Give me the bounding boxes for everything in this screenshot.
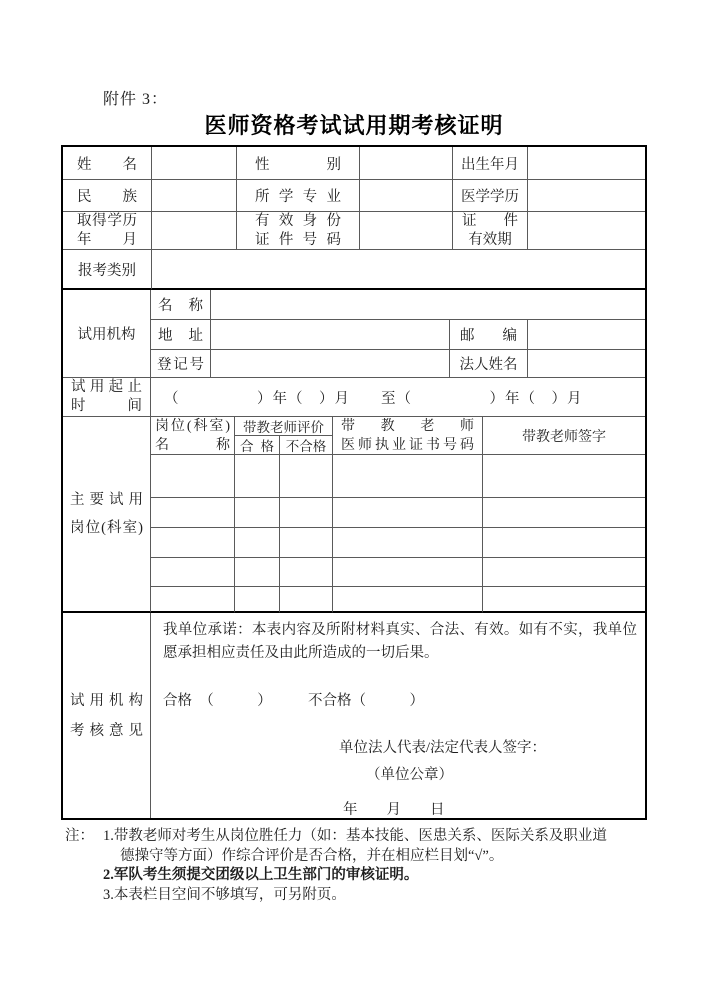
major-value-cell [360,180,453,212]
position-row5-fail-cell [280,587,333,613]
institution-name-label: 名称 [151,290,211,320]
id-validity-label-line2: 有效期 [468,231,512,248]
postal-code-value-cell [528,320,645,350]
exam-category-value-cell [152,250,645,290]
positions-section-label-line1: 主要试用 [70,492,143,508]
id-validity-value-cell [528,212,645,250]
notes-label: 注： [65,828,94,844]
name-label: 姓名 [63,147,152,180]
note-item-2: 2.军队考生须提交团级以上卫生部门的审核证明。 [103,867,419,883]
id-validity-label-line1: 证件 [462,212,518,229]
id-number-label-line1: 有效身份 [255,212,341,229]
position-row2-pass-cell [235,498,280,528]
institution-address-label: 地址 [151,320,211,350]
birth-date-label: 出生年月 [453,147,528,180]
position-row2-certificate-cell [333,498,483,528]
assessment-section-label [63,613,151,818]
position-row4-pass-cell [235,558,280,587]
position-row5-pass-cell [235,587,280,613]
id-number-value-cell [360,212,453,250]
medical-education-label: 医学学历 [453,180,528,212]
position-row2-fail-cell [280,498,333,528]
ethnicity-label: 民族 [63,180,152,212]
column-header-pass: 合格 [235,436,280,455]
name-value-cell [152,147,237,180]
period-label-line1: 试用起止 [71,379,142,395]
column-header-fail: 不合格 [280,436,333,455]
position-row1-signature-cell [483,455,645,498]
column-header-evaluation: 带教老师评价 [235,417,333,436]
major-label: 所学专业 [237,180,360,212]
position-row1-fail-cell [280,455,333,498]
degree-date-value-cell [152,212,237,250]
birth-date-value-cell [528,147,645,180]
institution-label: 试用机构 [63,290,151,378]
legal-person-label: 法人姓名 [450,350,528,378]
legal-person-value-cell [528,350,645,378]
column-header-certificate-number-line1: 带教老师 [341,418,474,434]
column-header-certificate-number-line2: 医师执业证书号码 [341,437,474,453]
ethnicity-value-cell [152,180,237,212]
position-row2-signature-cell [483,498,645,528]
period-label-line2: 时间 [71,398,142,414]
certificate-form-table [61,145,647,820]
position-row5-certificate-cell [333,587,483,613]
commitment-statement: 我单位承诺：本表内容及所附材料真实、合法、有效。如有不实，我单位愿承担相应责任及由此所造成的一切后果。 [163,622,637,661]
note-item-1: 1.带教老师对考生从岗位胜任力（如：基本技能、医患关系、医际关系及职业道德操守等方面）作综合评价是否合格，并在相应栏目划“√”。 [103,828,607,864]
pass-fail-line: 合格 （ ） 不合格（ ） [163,693,424,709]
period-label [63,378,151,417]
period-value: （ ）年（ ）月 至（ ）年（ ）月 [151,378,645,417]
position-row5-signature-cell [483,587,645,613]
institution-name-value-cell [211,290,645,320]
assessment-section-label-line1: 试用机构 [70,692,143,709]
unit-seal-line: （单位公章） [366,767,453,783]
gender-label: 性别 [237,147,360,180]
position-row4-certificate-cell [333,558,483,587]
positions-section-label-line2: 岗位(科室) [70,520,143,536]
position-row1-pass-cell [235,455,280,498]
position-row4-name-cell [151,558,235,587]
column-header-position-name-line2: 名称 [155,437,230,453]
date-line: 年 月 日 [343,802,445,818]
exam-category-label: 报考类别 [63,250,152,290]
column-header-position-name [151,417,235,455]
id-number-label-line2: 证件号码 [255,231,341,248]
column-header-teacher-signature: 带教老师签字 [483,417,645,455]
degree-date-label [63,212,152,250]
column-header-position-name-line1: 岗位(科室) [155,418,230,434]
position-row3-certificate-cell [333,528,483,558]
legal-representative-signature-line: 单位法人代表/法定代表人签字： [339,740,547,756]
page-title: 医师资格考试试用期考核证明 [204,113,504,138]
position-row4-signature-cell [483,558,645,587]
position-row3-fail-cell [280,528,333,558]
position-row3-name-cell [151,528,235,558]
position-row5-name-cell [151,587,235,613]
position-row2-name-cell [151,498,235,528]
registration-number-value-cell [211,350,450,378]
id-number-label [237,212,360,250]
institution-address-value-cell [211,320,450,350]
column-header-certificate-number [333,417,483,455]
positions-section-label [63,417,151,613]
position-row3-signature-cell [483,528,645,558]
medical-education-value-cell [528,180,645,212]
position-row1-name-cell [151,455,235,498]
notes-section [65,827,615,905]
gender-value-cell [360,147,453,180]
position-row3-pass-cell [235,528,280,558]
note-item-3: 3.本表栏目空间不够填写，可另附页。 [103,886,346,903]
assessment-section-label-line2: 考核意见 [70,722,143,739]
degree-date-label-line1: 取得学历 [77,212,137,229]
registration-number-label: 登记号 [151,350,211,378]
postal-code-label: 邮编 [450,320,528,350]
attachment-label: 附件 3： [103,91,169,108]
assessment-content-cell [151,613,645,818]
position-row4-fail-cell [280,558,333,587]
position-row1-certificate-cell [333,455,483,498]
id-validity-label [453,212,528,250]
degree-date-label-line2: 年月 [77,231,137,248]
